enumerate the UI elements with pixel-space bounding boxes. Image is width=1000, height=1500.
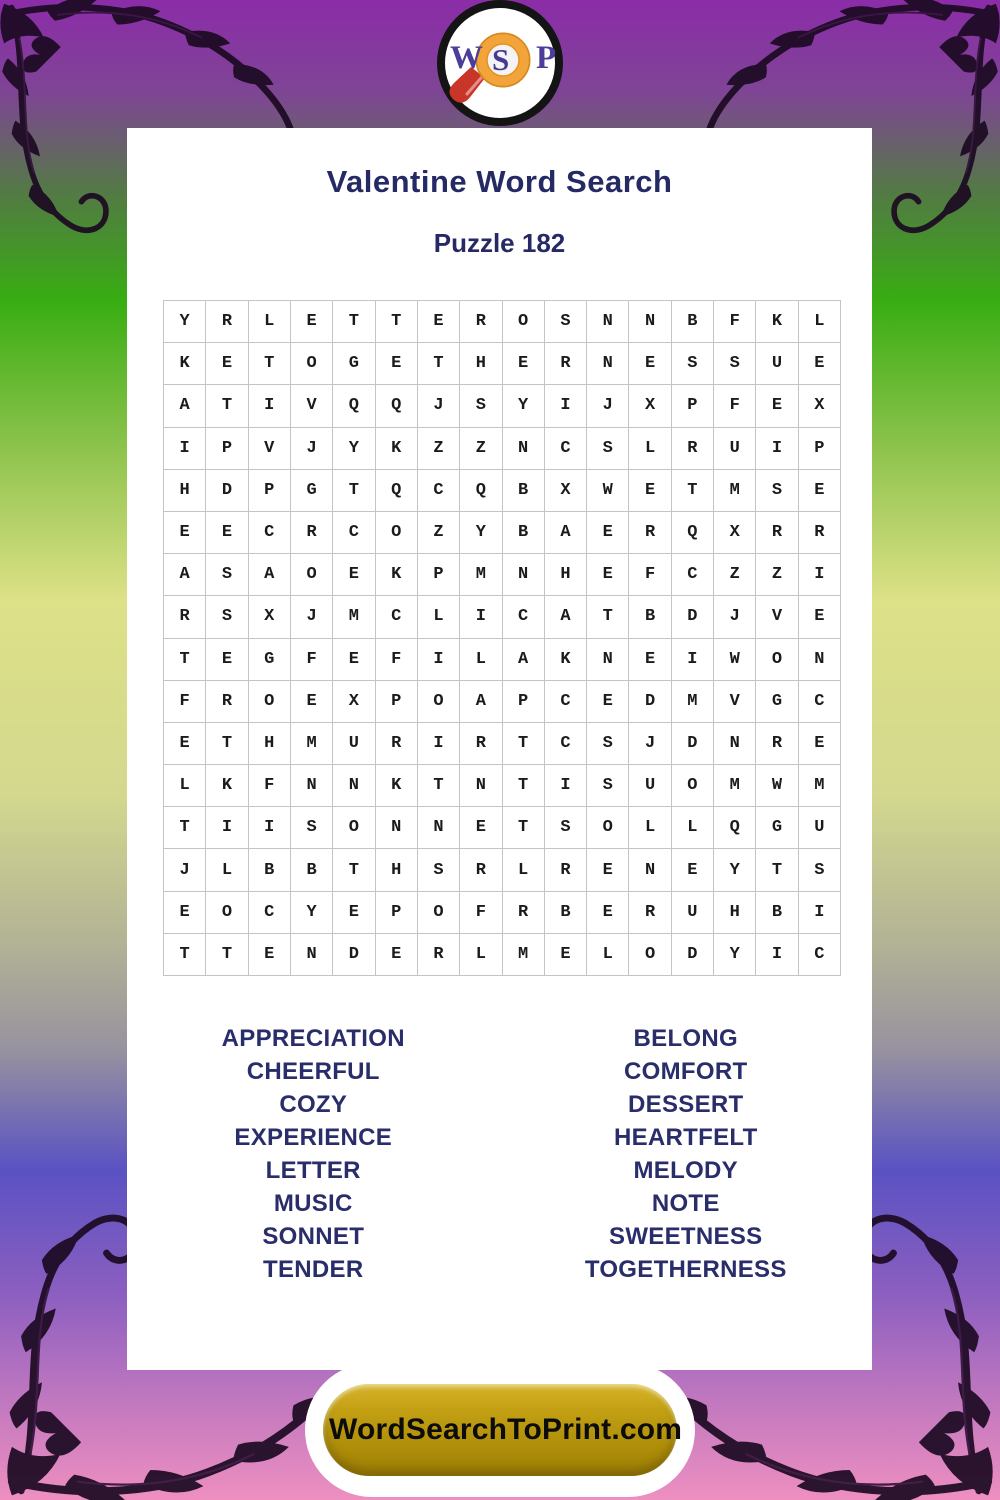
logo-letter-w: W: [450, 40, 483, 76]
grid-cell: I: [164, 428, 206, 470]
grid-cell: I: [249, 807, 291, 849]
grid-cell: E: [756, 385, 798, 427]
grid-cell: P: [799, 428, 841, 470]
grid-cell: L: [672, 807, 714, 849]
word-item: BELONG: [633, 1025, 738, 1052]
grid-cell: A: [545, 512, 587, 554]
grid-cell: D: [672, 723, 714, 765]
grid-cell: E: [206, 512, 248, 554]
grid-cell: Q: [333, 385, 375, 427]
word-item: HEARTFELT: [613, 1124, 758, 1151]
grid-cell: E: [206, 639, 248, 681]
puzzle-number: Puzzle 182: [433, 228, 566, 258]
grid-cell: D: [629, 681, 671, 723]
grid-cell: F: [249, 765, 291, 807]
grid-cell: S: [587, 428, 629, 470]
grid-cell: L: [629, 428, 671, 470]
grid-cell: R: [460, 301, 502, 343]
grid-cell: S: [206, 554, 248, 596]
grid-cell: W: [714, 639, 756, 681]
grid-cell: D: [206, 470, 248, 512]
word-item: LETTER: [265, 1157, 361, 1184]
puzzle-card: [127, 128, 872, 1370]
grid-cell: R: [376, 723, 418, 765]
grid-cell: P: [376, 681, 418, 723]
grid-cell: C: [545, 428, 587, 470]
grid-cell: K: [376, 765, 418, 807]
grid-cell: E: [799, 343, 841, 385]
wsp-logo: [437, 0, 563, 126]
grid-cell: V: [249, 428, 291, 470]
grid-cell: D: [333, 934, 375, 976]
grid-cell: A: [503, 639, 545, 681]
grid-cell: F: [460, 892, 502, 934]
grid-cell: O: [291, 554, 333, 596]
grid-cell: R: [460, 849, 502, 891]
grid-cell: E: [799, 470, 841, 512]
grid-cell: E: [376, 934, 418, 976]
grid-cell: Z: [418, 512, 460, 554]
word-item: DESSERT: [628, 1091, 744, 1118]
grid-cell: C: [799, 681, 841, 723]
grid-cell: G: [333, 343, 375, 385]
grid-cell: E: [587, 681, 629, 723]
grid-cell: E: [376, 343, 418, 385]
grid-cell: T: [164, 807, 206, 849]
grid-cell: J: [714, 596, 756, 638]
grid-cell: I: [418, 639, 460, 681]
grid-cell: R: [629, 512, 671, 554]
grid-cell: E: [587, 512, 629, 554]
word-item: COMFORT: [624, 1058, 748, 1085]
grid-cell: L: [249, 301, 291, 343]
grid-cell: C: [672, 554, 714, 596]
grid-cell: L: [629, 807, 671, 849]
grid-cell: M: [672, 681, 714, 723]
grid-cell: N: [418, 807, 460, 849]
grid-cell: R: [418, 934, 460, 976]
grid-cell: P: [249, 470, 291, 512]
grid-cell: S: [460, 385, 502, 427]
grid-cell: I: [545, 765, 587, 807]
grid-cell: E: [799, 723, 841, 765]
word-item: NOTE: [651, 1190, 720, 1217]
grid-cell: X: [545, 470, 587, 512]
footer-button-halo: [305, 1363, 695, 1497]
grid-cell: Z: [460, 428, 502, 470]
grid-cell: G: [756, 807, 798, 849]
grid-cell: S: [799, 849, 841, 891]
word-list-right: [500, 1022, 873, 1286]
grid-cell: L: [799, 301, 841, 343]
grid-cell: T: [164, 639, 206, 681]
word-item: SONNET: [262, 1223, 365, 1250]
grid-cell: I: [545, 385, 587, 427]
grid-cell: A: [164, 385, 206, 427]
grid-cell: N: [333, 765, 375, 807]
grid-cell: O: [206, 892, 248, 934]
grid-cell: F: [376, 639, 418, 681]
grid-cell: T: [206, 385, 248, 427]
grid-cell: I: [799, 554, 841, 596]
grid-cell: R: [756, 512, 798, 554]
grid-cell: R: [460, 723, 502, 765]
grid-cell: B: [629, 596, 671, 638]
grid-cell: A: [164, 554, 206, 596]
grid-cell: B: [545, 892, 587, 934]
grid-cell: P: [418, 554, 460, 596]
grid-cell: Y: [333, 428, 375, 470]
grid-cell: O: [291, 343, 333, 385]
grid-cell: E: [587, 892, 629, 934]
grid-cell: T: [376, 301, 418, 343]
grid-cell: E: [249, 934, 291, 976]
grid-cell: K: [164, 343, 206, 385]
grid-cell: T: [333, 470, 375, 512]
grid-cell: E: [164, 723, 206, 765]
grid-cell: I: [249, 385, 291, 427]
word-item: MUSIC: [273, 1190, 353, 1217]
grid-cell: N: [291, 934, 333, 976]
grid-cell: Y: [503, 385, 545, 427]
word-item: EXPERIENCE: [234, 1124, 393, 1151]
grid-cell: Y: [164, 301, 206, 343]
grid-cell: R: [545, 343, 587, 385]
grid-cell: I: [672, 639, 714, 681]
grid-cell: D: [672, 934, 714, 976]
grid-cell: U: [714, 428, 756, 470]
grid-cell: T: [333, 301, 375, 343]
grid-cell: O: [756, 639, 798, 681]
grid-cell: U: [629, 765, 671, 807]
grid-cell: H: [376, 849, 418, 891]
grid-cell: F: [714, 385, 756, 427]
grid-cell: B: [503, 470, 545, 512]
grid-cell: E: [418, 301, 460, 343]
word-item: TOGETHERNESS: [584, 1256, 787, 1283]
grid-cell: U: [672, 892, 714, 934]
grid-cell: C: [799, 934, 841, 976]
grid-cell: N: [629, 301, 671, 343]
grid-cell: S: [206, 596, 248, 638]
word-grid: [163, 300, 841, 976]
grid-cell: B: [756, 892, 798, 934]
grid-cell: J: [587, 385, 629, 427]
grid-cell: T: [249, 343, 291, 385]
grid-cell: S: [418, 849, 460, 891]
grid-cell: Q: [672, 512, 714, 554]
grid-cell: J: [164, 849, 206, 891]
grid-cell: N: [629, 849, 671, 891]
grid-cell: Q: [714, 807, 756, 849]
grid-cell: T: [418, 343, 460, 385]
grid-cell: T: [333, 849, 375, 891]
grid-cell: E: [629, 639, 671, 681]
grid-cell: O: [418, 681, 460, 723]
grid-cell: B: [291, 849, 333, 891]
grid-cell: L: [503, 849, 545, 891]
grid-cell: O: [587, 807, 629, 849]
grid-cell: U: [799, 807, 841, 849]
grid-cell: B: [503, 512, 545, 554]
grid-cell: V: [756, 596, 798, 638]
grid-cell: N: [460, 765, 502, 807]
grid-cell: R: [545, 849, 587, 891]
grid-cell: N: [714, 723, 756, 765]
grid-cell: Q: [460, 470, 502, 512]
grid-cell: I: [206, 807, 248, 849]
grid-cell: T: [503, 765, 545, 807]
grid-cell: S: [587, 765, 629, 807]
grid-cell: R: [164, 596, 206, 638]
grid-cell: F: [629, 554, 671, 596]
grid-cell: E: [503, 343, 545, 385]
website-button[interactable]: WordSearchToPrint.com: [323, 1384, 677, 1476]
grid-cell: M: [799, 765, 841, 807]
grid-cell: H: [164, 470, 206, 512]
grid-cell: W: [756, 765, 798, 807]
grid-cell: Z: [714, 554, 756, 596]
grid-cell: O: [503, 301, 545, 343]
word-list-left: [127, 1022, 500, 1286]
grid-cell: E: [799, 596, 841, 638]
grid-cell: R: [672, 428, 714, 470]
grid-cell: K: [545, 639, 587, 681]
grid-cell: N: [587, 343, 629, 385]
word-item: TENDER: [263, 1256, 364, 1283]
grid-cell: E: [164, 512, 206, 554]
grid-cell: E: [460, 807, 502, 849]
grid-cell: A: [545, 596, 587, 638]
grid-cell: O: [249, 681, 291, 723]
grid-cell: I: [799, 892, 841, 934]
grid-cell: C: [249, 892, 291, 934]
grid-cell: N: [587, 301, 629, 343]
grid-cell: T: [756, 849, 798, 891]
grid-cell: S: [545, 301, 587, 343]
word-item: SWEETNESS: [609, 1223, 763, 1250]
grid-cell: X: [714, 512, 756, 554]
grid-cell: C: [376, 596, 418, 638]
grid-cell: V: [291, 385, 333, 427]
grid-cell: K: [756, 301, 798, 343]
grid-cell: O: [333, 807, 375, 849]
grid-cell: L: [206, 849, 248, 891]
grid-cell: X: [333, 681, 375, 723]
grid-cell: E: [333, 892, 375, 934]
grid-cell: E: [333, 554, 375, 596]
grid-cell: C: [545, 723, 587, 765]
grid-cell: K: [376, 554, 418, 596]
grid-cell: M: [503, 934, 545, 976]
grid-cell: T: [672, 470, 714, 512]
grid-cell: X: [629, 385, 671, 427]
grid-cell: W: [587, 470, 629, 512]
grid-cell: E: [587, 849, 629, 891]
grid-cell: P: [376, 892, 418, 934]
grid-cell: R: [756, 723, 798, 765]
grid-cell: J: [629, 723, 671, 765]
grid-cell: P: [206, 428, 248, 470]
grid-cell: I: [756, 934, 798, 976]
grid-cell: H: [714, 892, 756, 934]
grid-cell: N: [291, 765, 333, 807]
grid-cell: P: [503, 681, 545, 723]
grid-cell: C: [503, 596, 545, 638]
grid-cell: L: [460, 639, 502, 681]
grid-cell: X: [249, 596, 291, 638]
grid-cell: E: [672, 849, 714, 891]
grid-cell: J: [291, 428, 333, 470]
grid-cell: O: [672, 765, 714, 807]
grid-cell: P: [672, 385, 714, 427]
grid-cell: E: [587, 554, 629, 596]
grid-cell: K: [206, 765, 248, 807]
grid-cell: T: [206, 723, 248, 765]
grid-cell: N: [799, 639, 841, 681]
word-item: COZY: [279, 1091, 348, 1118]
grid-cell: M: [714, 470, 756, 512]
grid-cell: B: [249, 849, 291, 891]
grid-cell: Z: [756, 554, 798, 596]
grid-cell: R: [291, 512, 333, 554]
grid-cell: Y: [714, 934, 756, 976]
grid-cell: T: [503, 723, 545, 765]
grid-cell: I: [756, 428, 798, 470]
grid-cell: O: [418, 892, 460, 934]
page-title: Valentine Word Search: [326, 164, 673, 199]
grid-cell: E: [291, 681, 333, 723]
grid-cell: M: [460, 554, 502, 596]
grid-cell: E: [545, 934, 587, 976]
grid-cell: I: [418, 723, 460, 765]
grid-cell: J: [418, 385, 460, 427]
grid-cell: K: [376, 428, 418, 470]
grid-cell: S: [545, 807, 587, 849]
grid-cell: H: [545, 554, 587, 596]
grid-cell: R: [206, 681, 248, 723]
grid-cell: E: [291, 301, 333, 343]
grid-cell: Z: [418, 428, 460, 470]
grid-cell: E: [206, 343, 248, 385]
grid-cell: C: [249, 512, 291, 554]
grid-cell: F: [714, 301, 756, 343]
grid-cell: Y: [714, 849, 756, 891]
grid-cell: O: [629, 934, 671, 976]
grid-cell: F: [164, 681, 206, 723]
grid-cell: E: [629, 470, 671, 512]
grid-cell: B: [672, 301, 714, 343]
grid-cell: S: [756, 470, 798, 512]
grid-cell: U: [333, 723, 375, 765]
word-list: [127, 1022, 872, 1286]
word-item: MELODY: [633, 1157, 738, 1184]
grid-cell: Q: [376, 470, 418, 512]
grid-cell: Y: [460, 512, 502, 554]
grid-cell: M: [714, 765, 756, 807]
grid-cell: H: [249, 723, 291, 765]
word-item: CHEERFUL: [246, 1058, 380, 1085]
grid-cell: X: [799, 385, 841, 427]
grid-cell: C: [545, 681, 587, 723]
grid-cell: E: [333, 639, 375, 681]
logo-letter-s: S: [492, 42, 510, 77]
grid-cell: D: [672, 596, 714, 638]
grid-cell: G: [249, 639, 291, 681]
grid-cell: T: [164, 934, 206, 976]
grid-cell: M: [291, 723, 333, 765]
grid-cell: I: [460, 596, 502, 638]
grid-cell: Y: [291, 892, 333, 934]
grid-cell: M: [333, 596, 375, 638]
grid-cell: T: [503, 807, 545, 849]
grid-cell: C: [418, 470, 460, 512]
grid-cell: S: [291, 807, 333, 849]
grid-cell: F: [291, 639, 333, 681]
grid-cell: T: [418, 765, 460, 807]
grid-cell: V: [714, 681, 756, 723]
grid-cell: O: [376, 512, 418, 554]
grid-cell: T: [587, 596, 629, 638]
grid-cell: G: [291, 470, 333, 512]
grid-cell: L: [460, 934, 502, 976]
grid-cell: R: [799, 512, 841, 554]
grid-cell: C: [333, 512, 375, 554]
grid-cell: A: [460, 681, 502, 723]
grid-cell: E: [164, 892, 206, 934]
grid-cell: H: [460, 343, 502, 385]
grid-cell: J: [291, 596, 333, 638]
grid-cell: N: [503, 428, 545, 470]
grid-cell: U: [756, 343, 798, 385]
grid-cell: E: [629, 343, 671, 385]
grid-cell: L: [164, 765, 206, 807]
grid-cell: T: [206, 934, 248, 976]
word-item: APPRECIATION: [221, 1025, 405, 1052]
grid-cell: A: [249, 554, 291, 596]
grid-cell: G: [756, 681, 798, 723]
grid-cell: N: [376, 807, 418, 849]
grid-cell: S: [714, 343, 756, 385]
grid-cell: N: [587, 639, 629, 681]
grid-cell: Q: [376, 385, 418, 427]
grid-cell: R: [503, 892, 545, 934]
grid-cell: L: [587, 934, 629, 976]
grid-cell: S: [672, 343, 714, 385]
grid-cell: N: [503, 554, 545, 596]
grid-cell: L: [418, 596, 460, 638]
logo-letter-p: P: [536, 40, 557, 76]
grid-cell: R: [206, 301, 248, 343]
grid-cell: R: [629, 892, 671, 934]
grid-cell: S: [587, 723, 629, 765]
